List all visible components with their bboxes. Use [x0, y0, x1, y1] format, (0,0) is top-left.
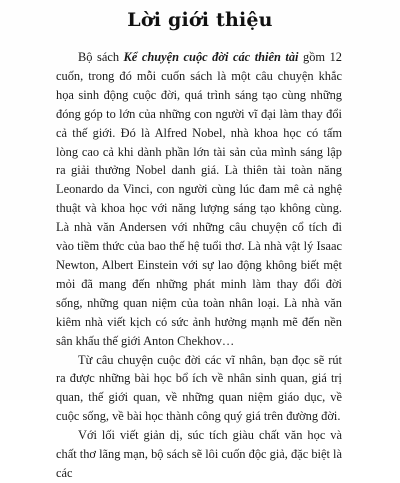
paragraph-1 [56, 48, 342, 351]
paragraph-1-rest: gồm 12 cuốn, trong đó mỗi cuốn sách là một câu chuyện khắc họa sinh động cuộc đời, quá trình sáng tạo cùng những đóng góp to lớn của những con người vĩ đại làm thay đổi cả thế giới. Đó là Alfred Nobel, nhà khoa học có tấm lòng cao cả khi dành phần lớn tài sản của mình sáng lập ra giải thưởng Nobel danh giá. Là thiên tài toàn năng Leonardo da Vinci, con người cùng lúc đam mê cả nghệ thuật và khoa học với năng lượng sáng tạo không cùng. Là nhà văn Andersen với những câu chuyện cổ tích đi vào tiềm thức của bao thế hệ tuổi thơ. Là nhà vật lý Isaac Newton, Albert Einstein với sự lao động không biết mệt mỏi đã mang đến những phát minh làm thay đổi đời sống, những quan niệm của toàn nhân loại. Là nhà văn kiêm nhà viết kịch có sức ảnh hưởng mạnh mẽ đến nền sân khấu thế giới Anton Chekhov… [56, 50, 342, 348]
book-series-title: Kể chuyện cuộc đời các thiên tài [123, 50, 299, 64]
paragraph-2: Từ câu chuyện cuộc đời các vĩ nhân, bạn đọc sẽ rút ra được những bài học bổ ích về nhân sinh quan, giá trị quan, thế giới quan, về những quan niệm giáo dục, về cuộc sống, về bài học thành công quý giá trên đường đời. [56, 352, 342, 424]
paragraph-1-lead: Bộ sách [78, 50, 124, 64]
page-title: Lời giới thiệu [127, 9, 273, 31]
introduction-body [56, 48, 342, 483]
paragraph-3: Với lối viết giản dị, súc tích giàu chất văn học và chất thơ lãng mạn, bộ sách sẽ lôi cuốn độc giả, đặc biệt là các [56, 428, 342, 480]
